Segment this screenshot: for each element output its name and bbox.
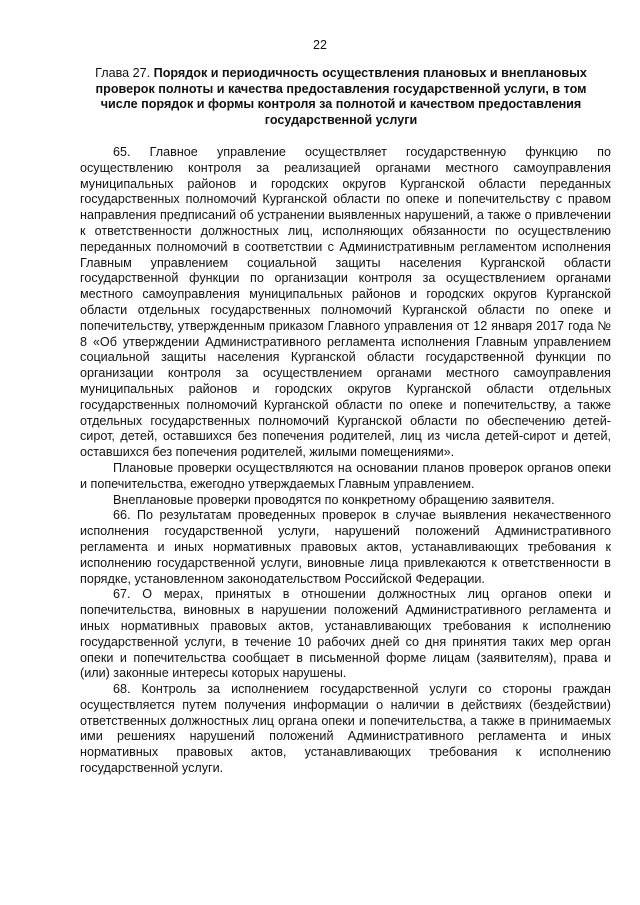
page-number: 22 bbox=[313, 38, 327, 52]
chapter-title bbox=[88, 66, 594, 128]
paragraph-67: 67. О мерах, принятых в отношении должностных лиц органов опеки и попечительства, виновных в нарушении положений Административного регламента и иных нормативных правовых актов, устанавливающих требования к исполнению государственной услуги, в течение 10 рабочих дней со дня принятия таких мер орган опеки и попечительства сообщает в письменной форме лицам (заявителям), права и (или) законные интересы которых нарушены. bbox=[80, 587, 611, 681]
chapter-number: Глава 27. bbox=[95, 66, 151, 80]
paragraph-66: 66. По результатам проведенных проверок в случае выявления некачественного исполнения государственной услуги, нарушений положений Административного регламента и иных нормативных правовых актов, устанавливающих требования к исполнению государственной услуги, виновные лица привлекаются к ответственности в порядке, установленном законодательством Российской Федерации. bbox=[80, 508, 611, 586]
body-text bbox=[80, 145, 611, 777]
paragraph-65: 65. Главное управление осуществляет государственную функцию по осуществлению контроля за реализацией органами местного самоуправления муниципальных районов и городских округов Курганской области переданных государственных полномочий Курганской области по опеке и попечительству с правом направления предписаний об устранении выявленных нарушений, а также о привлечении к ответственности должностных лиц, исполняющих обязанности по осуществлению переданных полномочий в соответствии с Административным регламентом исполнения Главным управлением социальной защиты населения Курганской области государственной функции по организации контроля за осуществлением органами местного самоуправления муниципальных районов и городских округов Курганской области отдельных государственных полномочий Курганской области по опеке и попечительству, утвержденным приказом Главного управления от 12 января 2017 года № 8 «Об утверждении Административного регламента исполнения Главным управлением социальной защиты населения Курганской области государственной функции по организации контроля за осуществлением органами местного самоуправления муниципальных районов и городских округов Курганской области отдельных государственных полномочий Курганской области по опеке и попечительству, а также отдельных государственных полномочий Курганской области по обеспечению детей-сирот, детей, оставшихся без попечения родителей, лиц из числа детей-сирот и детей, оставшихся без попечения родителей, жилыми помещениями». bbox=[80, 145, 611, 460]
paragraph-68: 68. Контроль за исполнением государственной услуги со стороны граждан осуществляется путем получения информации о наличии в действиях (бездействии) ответственных должностных лиц органа опеки и попечительства, а также в принимаемых ими решениях нарушений положений Административного регламента и иных нормативных правовых актов, устанавливающих требования к исполнению государственной услуги. bbox=[80, 682, 611, 776]
paragraph-planned-inspections: Плановые проверки осуществляются на основании планов проверок органов опеки и попечительства, ежегодно утверждаемых Главным управлением. bbox=[80, 460, 611, 491]
chapter-heading: Порядок и периодичность осуществления плановых и внеплановых проверок полноты и качества предоставления государственной услуги, в том числе порядок и формы контроля за полнотой и качеством предоставления государственной услуги bbox=[95, 66, 587, 127]
paragraph-unplanned-inspections: Внеплановые проверки проводятся по конкретному обращению заявителя. bbox=[113, 492, 555, 507]
